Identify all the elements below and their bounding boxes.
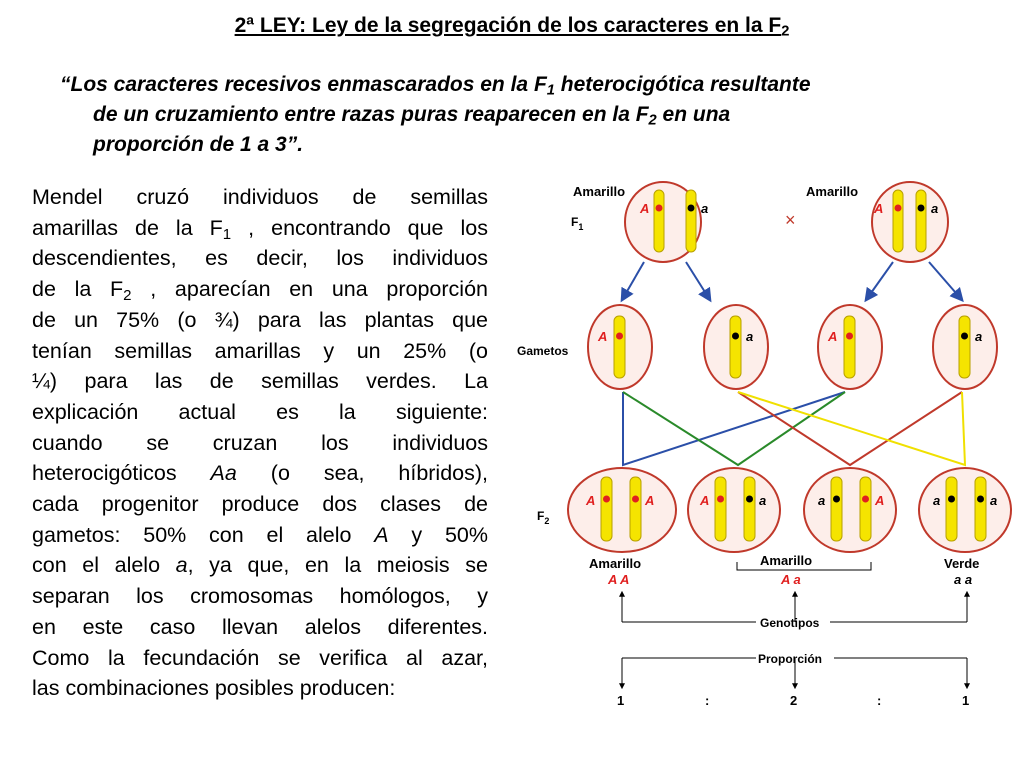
f1-left-label: Amarillo — [573, 184, 626, 199]
ratio-1-right: 1 — [962, 693, 970, 708]
f2-offspring-AA — [568, 468, 676, 552]
body-line: de un 75% (o ¾) para las plantas que — [32, 307, 488, 332]
phenotype-amarillo-2: Amarillo — [760, 553, 813, 568]
allele-A: A — [598, 329, 608, 344]
body-line: ¼) para las de semillas verdes. La — [32, 369, 488, 394]
explanation-paragraph — [32, 182, 488, 704]
body-line: Como la fecundación se verifica al azar, — [32, 645, 488, 670]
body-line: amarillas de la $F_1$ , encontrando que los — [32, 215, 488, 243]
gamete-1 — [588, 305, 652, 389]
f1-parent-right — [872, 182, 948, 262]
segregation-diagram — [505, 168, 1024, 728]
body-line: Mendel cruzó individuos de semillas — [32, 185, 488, 209]
gametos-label: Gametos — [517, 344, 569, 358]
f1-right-label: Amarillo — [806, 184, 859, 199]
meiosis-arrows — [622, 262, 962, 300]
allele-A: A — [700, 493, 710, 508]
quote-line-2: de un cruzamiento entre razas puras reaparecen en la $F_2$ en una — [93, 103, 731, 129]
allele-a: a — [759, 493, 767, 508]
quote-line-1: “Los caracteres recesivos enmascarados en la $F_1$ heterocigótica resultante — [60, 73, 811, 99]
f1-parent-left — [625, 182, 708, 262]
body-line: con el alelo a, ya que, en la meiosis se — [32, 553, 488, 578]
cross-symbol: × — [785, 210, 796, 230]
page-title: 2ª LEY: Ley de la segregación de los caracteres en la $F_2$ — [234, 14, 790, 40]
f2-offspring-aa — [919, 468, 1011, 552]
allele-a: a — [975, 329, 983, 344]
genotype-Aa: A a — [781, 572, 801, 587]
f1-generation-label: $F_1$ — [571, 215, 584, 232]
ratio-2: 2 — [790, 693, 798, 708]
body-line: en este caso llevan alelos diferentes. — [32, 614, 488, 639]
allele-A: A — [828, 329, 838, 344]
body-line: cada progenitor produce dos clases de — [32, 492, 488, 517]
allele-a: a — [933, 493, 941, 508]
gamete-2 — [704, 305, 768, 389]
allele-a: a — [931, 201, 939, 216]
body-line: heterocigóticos Aa (o sea, híbridos), — [32, 461, 489, 486]
cross-lines — [623, 392, 965, 465]
gamete-3 — [818, 305, 882, 389]
proporcion-label: Proporción — [758, 652, 823, 666]
line-blue — [623, 392, 845, 465]
line-yellow — [738, 392, 965, 465]
phenotype-amarillo-1: Amarillo — [589, 556, 642, 571]
quote-line-3: proporción de 1 a 3”. — [93, 133, 304, 156]
genotype-AA: A A — [608, 572, 630, 587]
body-line: gametos: 50% con el alelo A y 50% — [32, 522, 488, 547]
body-line: descendientes, es decir, los individuos — [32, 246, 488, 271]
allele-a: a — [990, 493, 998, 508]
body-line: separan los cromosomas homólogos, y — [32, 584, 488, 609]
ratio-colon-2: : — [877, 693, 882, 708]
f2-offspring-Aa-1 — [688, 468, 780, 552]
body-line: cuando se cruzan los individuos — [32, 430, 488, 455]
f2-generation-label: $F_2$ — [537, 509, 550, 526]
allele-a: a — [746, 329, 754, 344]
gamete-4 — [933, 305, 997, 389]
body-line: explicación actual es la siguiente: — [32, 399, 488, 424]
phenotype-verde: Verde — [944, 556, 980, 571]
ratio-colon-1: : — [705, 693, 710, 708]
body-line: de la $F_2$ , aparecían en una proporción — [32, 277, 488, 304]
genotipos-label: Genotipos — [760, 616, 820, 630]
genotype-aa: a a — [954, 572, 973, 587]
allele-a: a — [818, 493, 826, 508]
body-line: las combinaciones posibles producen: — [32, 676, 396, 701]
allele-A: A — [875, 493, 885, 508]
allele-A: A — [640, 201, 650, 216]
body-line: tenían semillas amarillas y un 25% (o — [32, 338, 488, 363]
ratio-1-left: 1 — [617, 693, 625, 708]
allele-A: A — [874, 201, 884, 216]
law-quote — [60, 70, 990, 160]
allele-A: A — [586, 493, 596, 508]
f2-offspring-Aa-2 — [804, 468, 896, 552]
allele-A: A — [645, 493, 655, 508]
allele-a: a — [701, 201, 709, 216]
